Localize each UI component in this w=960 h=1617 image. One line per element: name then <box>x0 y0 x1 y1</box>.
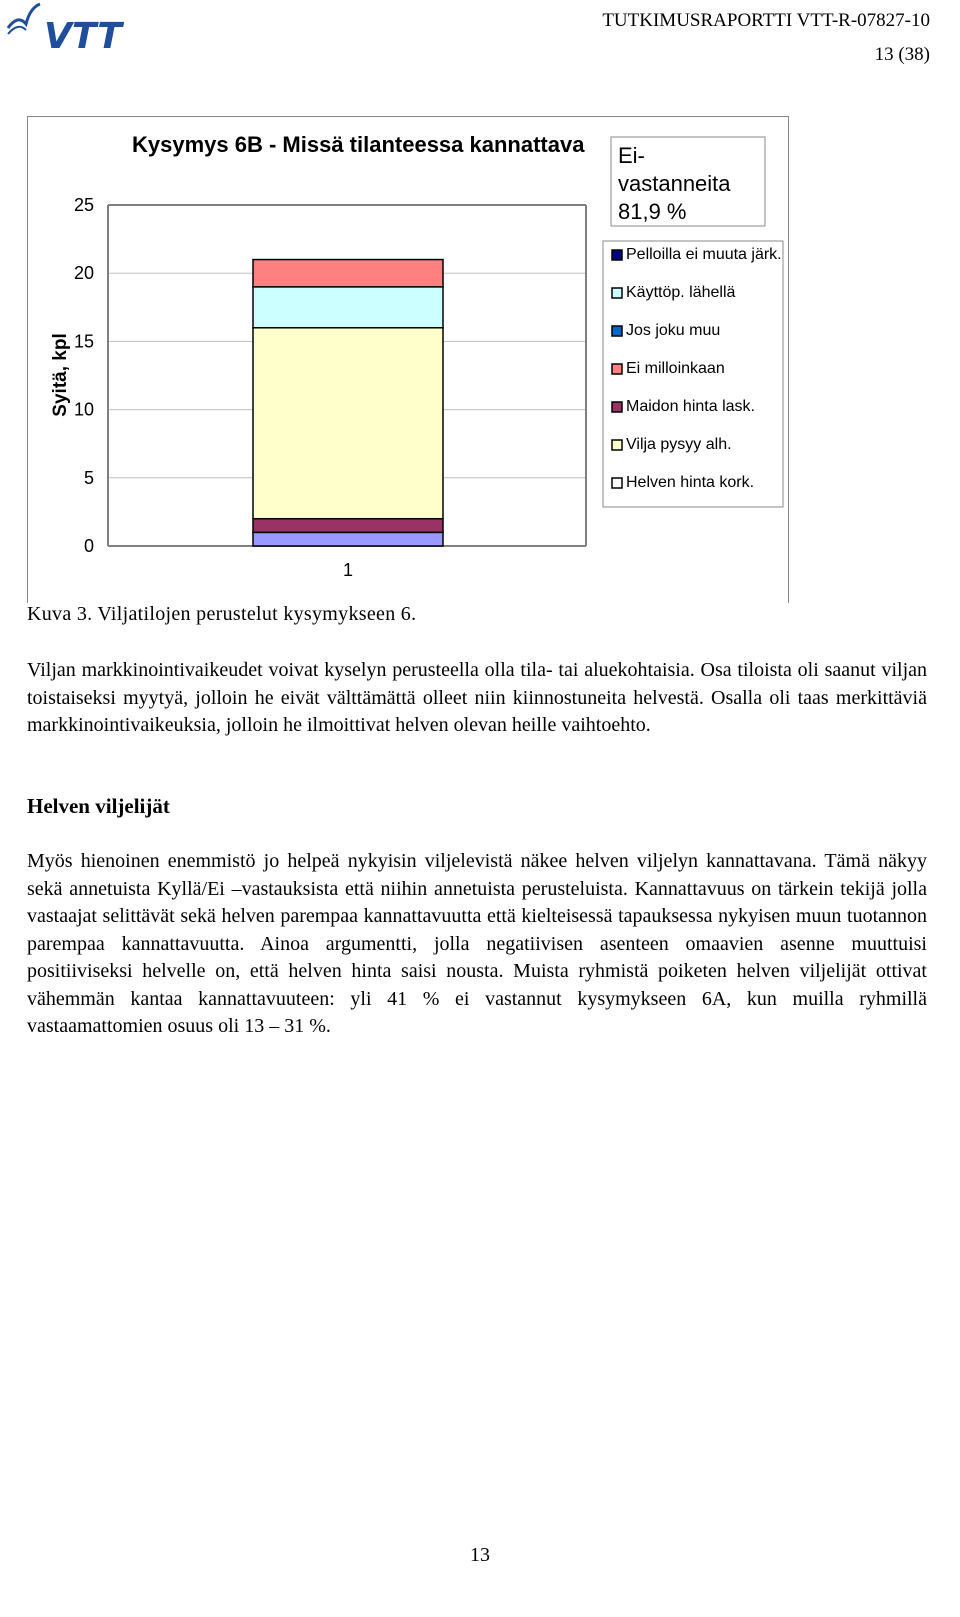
legend-swatch <box>612 364 622 374</box>
y-tick-label: 20 <box>73 263 94 284</box>
x-tick-label: 1 <box>342 560 354 580</box>
y-tick-label: 10 <box>73 399 94 420</box>
y-tick-label: 0 <box>83 536 94 556</box>
legend-label: Pelloilla ei muuta järk. <box>626 246 782 263</box>
stacked-bar-chart <box>28 117 788 603</box>
svg-text:VTT: VTT <box>44 16 122 56</box>
bar-segment <box>253 519 443 533</box>
legend-swatch <box>612 250 622 260</box>
vtt-logo <box>4 0 159 61</box>
legend-label: Vilja pysyy alh. <box>626 436 732 453</box>
legend-label: Käyttöp. lähellä <box>626 284 736 301</box>
legend-label: Maidon hinta lask. <box>626 398 755 415</box>
annotation-text: vastanneita <box>618 171 731 196</box>
legend-label: Jos joku muu <box>626 322 721 339</box>
bar-segment <box>253 328 443 519</box>
legend-swatch <box>612 402 622 412</box>
paragraph-market: Viljan markkinointivaikeudet voivat kyselyn perusteella olla tila- tai aluekohtaisia. Osa tiloista oli saanut viljan toistaiseksi myytyä, jolloin he eivät välttämättä olleet niin kiinnostuneita helvestä. Osalla oli taas merkittäviä markkinointivaikeuksia, jolloin he ilmoittivat helven olevan heille vaihtoehto. <box>27 659 927 736</box>
chart-container <box>27 116 789 603</box>
bar-segment <box>253 260 443 287</box>
page-number: 13 <box>470 1544 490 1566</box>
bar-segment <box>253 532 443 546</box>
section-heading: Helven viljelijät <box>27 794 170 818</box>
y-tick-label: 15 <box>73 331 94 352</box>
y-tick-label: 25 <box>73 195 94 215</box>
annotation-text: 81,9 % <box>618 199 687 224</box>
page-count: 13 (38) <box>874 44 930 65</box>
legend-swatch <box>612 440 622 450</box>
legend-label: Helven hinta kork. <box>626 474 755 491</box>
legend-swatch <box>612 288 622 298</box>
y-tick-label: 5 <box>83 467 94 488</box>
legend-label: Ei milloinkaan <box>626 360 725 377</box>
legend-swatch <box>612 478 622 488</box>
report-id: TUTKIMUSRAPORTTI VTT-R-07827-10 <box>602 10 930 31</box>
y-axis-label: Syitä, kpl <box>50 333 71 417</box>
paragraph-growers: Myös hienoinen enemmistö jo helpeä nykyisin viljelevistä näkee helven viljelyn kannattavana. Tämä näkyy sekä annetuista Kyllä/Ei –vastauksista että niihin annetuista perusteluista. Kannattavuus on tärkein tekijä jolla vastaajat selittävät sekä helven parempaa kannattavuutta että kielteisessä tapauksessa nykyisen muun tuotannon parempaa kannattavuutta. Ainoa argumentti, jolla negatiivisen asenteen omaavien asenne muuttuisi positiiviseksi helvelle on, että helven hinta saisi nousta. Muista ryhmistä poiketen helven viljelijät ottivat vähemmän kantaa kannattavuuteen: yli 41 % ei vastannut kysymykseen 6A, kun muilla ryhmillä vastaamattomien osuus oli 13 – 31 %. <box>27 850 927 1037</box>
legend-swatch <box>612 326 622 336</box>
annotation-text: Ei- <box>618 143 645 168</box>
chart-title: Kysymys 6B - Missä tilanteessa kannattava <box>132 132 585 157</box>
bar-segment <box>253 287 443 328</box>
figure-caption: Kuva 3. Viljatilojen perustelut kysymykseen 6. <box>27 603 417 625</box>
